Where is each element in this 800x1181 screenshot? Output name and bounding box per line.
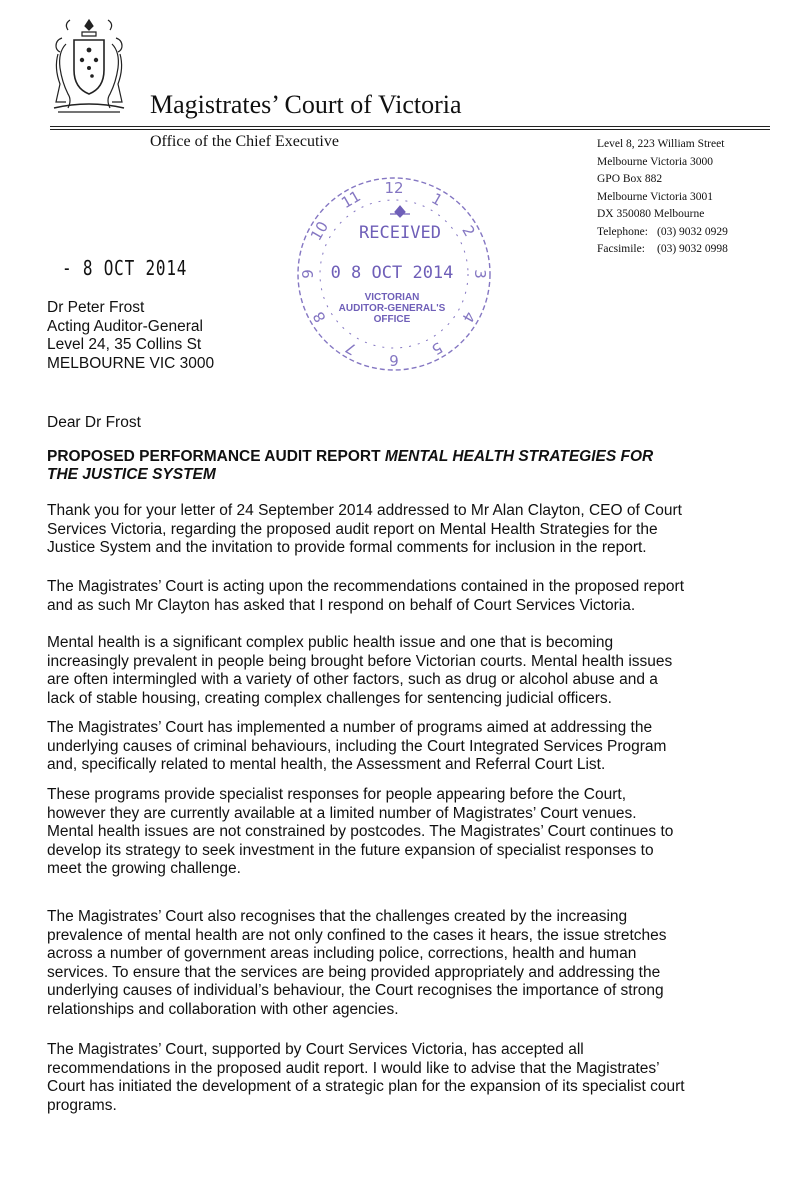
stamp-office-line: VICTORIAN <box>364 292 420 303</box>
paragraph-line: The Magistrates’ Court is acting upon the recommendations contained in the proposed report <box>47 578 685 595</box>
contact-address <box>597 136 728 259</box>
stamp-clock-number: 3 <box>471 269 489 279</box>
body-paragraph <box>47 786 747 879</box>
paragraph-line: services. To ensure that the services are being provided appropriately and addressing the <box>47 963 661 981</box>
body-paragraph <box>47 719 747 775</box>
facsimile-label: Facsimile: <box>597 243 645 255</box>
telephone-number: (03) 9032 0929 <box>657 225 728 238</box>
stamp-status: RECEIVED <box>359 223 441 243</box>
subject-prefix: PROPOSED PERFORMANCE AUDIT REPORT <box>47 448 385 465</box>
paragraph-line: underlying causes of individual’s behaviour, the Court recognises the importance of strong <box>47 982 664 999</box>
stamp-clock-number: 10 <box>306 218 333 244</box>
paragraph-line: and, specifically related to mental health, the Assessment and Referral Court List. <box>47 756 606 773</box>
stamp-clock-number: 4 <box>458 308 479 326</box>
recipient-line: Dr Peter Frost <box>47 299 145 316</box>
stamp-clock-number: 8 <box>309 308 330 326</box>
paragraph-line: and as such Mr Clayton has asked that I respond on behalf of Court Services Victoria. <box>47 596 636 614</box>
recipient-line: Level 24, 35 Collins St <box>47 336 202 353</box>
paragraph-line: Thank you for your letter of 24 September 2014 addressed to Mr Alan Clayton, CEO of Court <box>47 502 682 519</box>
telephone-line <box>597 224 728 242</box>
body-paragraph <box>47 502 747 558</box>
paragraph-line: The Magistrates’ Court has implemented a number of programs aimed at addressing the <box>47 719 653 736</box>
stamp-office-line: OFFICE <box>373 314 411 325</box>
telephone-label: Telephone: <box>597 225 648 238</box>
stamp-clock-number: 6 <box>389 351 399 369</box>
recipient-line: Acting Auditor-General <box>47 317 203 335</box>
office-name: Office of the Chief Executive <box>150 133 339 150</box>
paragraph-line: relationships and collaboration with other agencies. <box>47 1000 399 1018</box>
body-paragraph <box>47 578 747 615</box>
stamp-date: 0 8 OCT 2014 <box>330 263 454 283</box>
paragraph-line: prevalence of mental health are not only confined to the cases it hears, the issue stretches <box>47 926 667 944</box>
coat-of-arms-logo <box>44 14 134 118</box>
stamp-clock-number: 5 <box>428 338 446 359</box>
stamp-clock-number: 2 <box>458 222 479 240</box>
paragraph-line: Justice System and the invitation to provide formal comments for inclusion in the report. <box>47 539 647 556</box>
paragraph-line: These programs provide specialist responses for people appearing before the Court, <box>47 786 626 803</box>
stamp-clock-number: 11 <box>338 186 364 213</box>
recipient-line: MELBOURNE VIC 3000 <box>47 354 215 372</box>
paragraph-line: lack of stable housing, creating complex challenges for sentencing judicial officers. <box>47 689 612 707</box>
paragraph-line: across a number of government areas including police, corrections, health and human <box>47 945 637 962</box>
stamp-clock-number: 7 <box>342 338 360 359</box>
received-stamp <box>290 166 508 380</box>
subject-line <box>47 448 707 484</box>
paragraph-line: underlying causes of criminal behaviours, including the Court Integrated Services Program <box>47 737 667 755</box>
paragraph-line: programs. <box>47 1096 117 1114</box>
address-line: Melbourne Victoria 3000 <box>597 155 713 168</box>
paragraph-line: recommendations in the proposed audit report. I would like to advise that the Magistrates’ <box>47 1059 660 1077</box>
letterhead-rule <box>50 126 770 127</box>
paragraph-line: The Magistrates’ Court also recognises that the challenges created by the increasing <box>47 908 628 925</box>
paragraph-line: meet the growing challenge. <box>47 860 241 877</box>
body-paragraph <box>47 1041 747 1115</box>
letterhead-rule <box>50 129 770 130</box>
address-line: DX 350080 Melbourne <box>597 208 705 220</box>
facsimile-number: (03) 9032 0998 <box>657 243 728 255</box>
body-paragraph <box>47 908 747 1019</box>
court-name: Magistrates’ Court of Victoria <box>150 90 462 119</box>
paragraph-line: however they are currently available at a limited number of Magistrates’ Court venues. <box>47 804 637 822</box>
paragraph-line: are often intermingled with a variety of other factors, such as drug or alcohol abuse and a <box>47 671 658 688</box>
subject-title: MENTAL HEALTH STRATEGIES FOR <box>384 448 654 465</box>
stamp-clock-number: 1 <box>428 189 446 210</box>
salutation: Dear Dr Frost <box>47 414 141 431</box>
stamp-clock-number: 9 <box>299 269 317 279</box>
subject-title: THE JUSTICE SYSTEM <box>47 466 216 483</box>
paragraph-line: Mental health is a significant complex public health issue and one that is becoming <box>47 634 614 651</box>
body-paragraph <box>47 634 747 708</box>
paragraph-line: Court has initiated the development of a strategic plan for the expansion of its specialist court <box>47 1078 685 1095</box>
stamp-clock-number: 12 <box>384 179 404 197</box>
paragraph-line: increasingly prevalent in people being brought before Victorian courts. Mental health issues <box>47 652 673 670</box>
paragraph-line: Services Victoria, regarding the proposed audit report on Mental Health Strategies for the <box>47 520 658 538</box>
address-line: Melbourne Victoria 3001 <box>597 190 713 203</box>
facsimile-line <box>597 241 728 259</box>
paragraph-line: develop its strategy to seek investment in the future expansion of specialist responses to <box>47 841 654 859</box>
stamp-office-line: AUDITOR-GENERAL'S <box>338 303 446 314</box>
address-line: Level 8, 223 William Street <box>597 138 725 150</box>
letter-date: - 8 OCT 2014 <box>62 256 188 280</box>
paragraph-line: The Magistrates’ Court, supported by Court Services Victoria, has accepted all <box>47 1041 584 1058</box>
recipient-address <box>47 299 214 373</box>
paragraph-line: Mental health issues are not constrained by postcodes. The Magistrates’ Court continues to <box>47 823 674 840</box>
address-line: GPO Box 882 <box>597 173 663 185</box>
